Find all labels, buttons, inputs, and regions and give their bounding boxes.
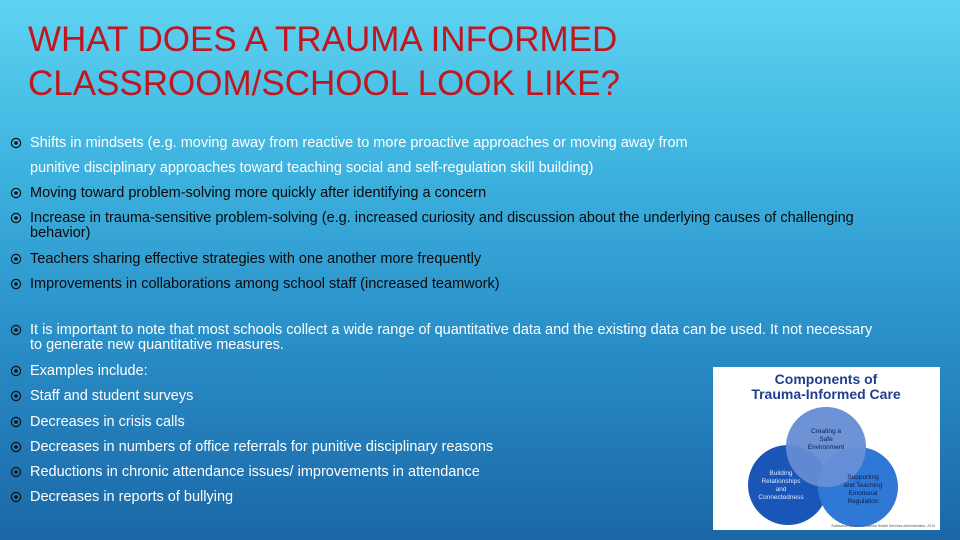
bullet-text: Teachers sharing effective strategies with one another more frequently (30, 251, 482, 267)
bullet-text: Moving toward problem-solving more quickly after identifying a concern (30, 185, 487, 201)
bullet-item (10, 415, 690, 430)
bullet-icon (10, 253, 22, 265)
circle-right-line-4: Regulation (847, 498, 879, 505)
bullet-icon (10, 466, 22, 478)
bullet-item (10, 364, 690, 379)
bullet-item (10, 186, 890, 201)
slide-title (28, 18, 748, 106)
bullet-icon (10, 137, 22, 149)
bullet-item (10, 440, 690, 455)
circle-top-line-2: Safe (819, 436, 833, 443)
diagram-title-line-1: Components of (774, 371, 878, 387)
bullet-icon (10, 278, 22, 290)
bullet-text: Increase in trauma-sensitive problem-solving (e.g. increased curiosity and discussion about the underlying causes of challenging behavior) (30, 210, 854, 241)
bullet-item (10, 389, 690, 404)
circle-left-line-2: Relationships (761, 478, 801, 485)
diagram-title-line-2: Trauma-Informed Care (751, 386, 901, 402)
bullet-text: Staff and student surveys (30, 388, 194, 404)
slide-title-line-1: WHAT DOES A TRAUMA INFORMED (28, 20, 618, 59)
bullet-text: Examples include: (30, 363, 148, 379)
bullet-icon (10, 324, 22, 336)
bullet-icon (10, 491, 22, 503)
bullet-icon (10, 187, 22, 199)
bullet-text: Decreases in crisis calls (30, 414, 185, 430)
circle-right-line-3: Emotional (848, 490, 878, 497)
circle-top-line-3: Environment (807, 444, 845, 451)
bullet-icon (10, 365, 22, 377)
circle-left-line-1: Building (769, 470, 793, 477)
bullet-text: It is important to note that most schools collect a wide range of quantitative data and the existing data can be used. It not necessary to generate new quantitative measures. (30, 322, 873, 353)
slide-title-line-2: CLASSROOM/SCHOOL LOOK LIKE? (28, 64, 620, 103)
bullet-icon (10, 390, 22, 402)
bullet-text: Decreases in numbers of office referrals for punitive disciplinary reasons (30, 439, 494, 455)
circle-right-line-2: and Teaching (843, 482, 883, 489)
bullet-text: Improvements in collaborations among school staff (increased teamwork) (30, 276, 500, 292)
bullet-icon (10, 416, 22, 428)
bullet-icon (10, 212, 22, 224)
bullet-text: Decreases in reports of bullying (30, 489, 234, 505)
bullet-item (10, 490, 690, 505)
bullet-text: Reductions in chronic attendance issues/ improvements in attendance (30, 464, 480, 480)
circle-top-line-1: Creating a (811, 428, 841, 435)
bullet-item (10, 211, 870, 241)
bullet-item (10, 136, 890, 176)
circle-right-line-1: Supporting (847, 474, 879, 481)
diagram-credit: Substance Abuse and Mental Health Services Administration, 2014 (831, 524, 935, 528)
bullet-item (10, 252, 890, 267)
trauma-informed-care-diagram (713, 367, 940, 530)
diagram-svg (713, 367, 940, 530)
circle-left-line-3: and (775, 486, 787, 493)
bullet-text: Shifts in mindsets (e.g. moving away from reactive to more proactive approaches or moving away from (30, 135, 688, 151)
bullet-item (10, 465, 690, 480)
bullet-icon (10, 441, 22, 453)
bullet-item (10, 277, 890, 292)
bullet-continuation: punitive disciplinary approaches toward teaching social and self-regulation skill building) (30, 160, 594, 176)
circle-left-line-4: Connectedness (758, 494, 804, 501)
bullet-item (10, 323, 880, 353)
